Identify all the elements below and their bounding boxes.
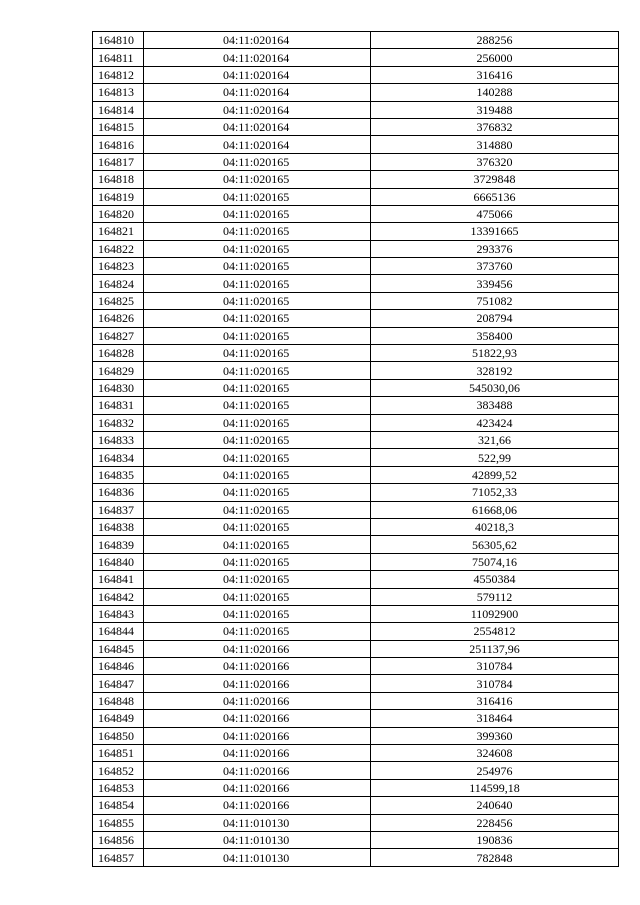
table-row [93,397,619,414]
cadastral-code-cell: 04:11:020165 [144,379,371,396]
cadastral-code-cell: 04:11:020165 [144,397,371,414]
row-id-cell: 164810 [93,32,144,49]
row-id-cell: 164849 [93,710,144,727]
value-cell: 751082 [371,292,619,309]
table-row [93,571,619,588]
row-id-cell: 164847 [93,675,144,692]
cadastral-code-cell: 04:11:020165 [144,258,371,275]
row-id-cell: 164818 [93,171,144,188]
row-id-cell: 164829 [93,362,144,379]
row-id-cell: 164821 [93,223,144,240]
value-cell: 208794 [371,310,619,327]
value-cell: 3729848 [371,171,619,188]
table-row [93,692,619,709]
cadastral-code-cell: 04:11:020165 [144,588,371,605]
value-cell: 4550384 [371,571,619,588]
table-row [93,66,619,83]
value-cell: 376832 [371,118,619,135]
value-cell: 75074,16 [371,553,619,570]
cadastral-code-cell: 04:11:020165 [144,292,371,309]
row-id-cell: 164836 [93,484,144,501]
table-row [93,623,619,640]
table-row [93,101,619,118]
table-row [93,484,619,501]
value-cell: 522,99 [371,449,619,466]
row-id-cell: 164843 [93,605,144,622]
cadastral-code-cell: 04:11:020166 [144,745,371,762]
table-row [93,379,619,396]
table-row [93,762,619,779]
cadastral-code-cell: 04:11:020164 [144,118,371,135]
cadastral-code-cell: 04:11:020164 [144,84,371,101]
cadastral-code-cell: 04:11:020166 [144,727,371,744]
row-id-cell: 164817 [93,153,144,170]
cadastral-code-cell: 04:11:010130 [144,831,371,848]
table-row [93,205,619,222]
row-id-cell: 164845 [93,640,144,657]
table-row [93,118,619,135]
cadastral-code-cell: 04:11:020166 [144,762,371,779]
table-row [93,292,619,309]
row-id-cell: 164834 [93,449,144,466]
row-id-cell: 164837 [93,501,144,518]
cadastral-code-cell: 04:11:020165 [144,153,371,170]
value-cell: 316416 [371,66,619,83]
value-cell: 310784 [371,675,619,692]
row-id-cell: 164815 [93,118,144,135]
value-cell: 782848 [371,849,619,866]
table-row [93,310,619,327]
table-row [93,536,619,553]
value-cell: 254976 [371,762,619,779]
value-cell: 2554812 [371,623,619,640]
row-id-cell: 164816 [93,136,144,153]
value-cell: 11092900 [371,605,619,622]
table-row [93,153,619,170]
table-row [93,518,619,535]
cadastral-code-cell: 04:11:020165 [144,431,371,448]
row-id-cell: 164814 [93,101,144,118]
value-cell: 251137,96 [371,640,619,657]
table-row [93,345,619,362]
value-cell: 310784 [371,658,619,675]
row-id-cell: 164832 [93,414,144,431]
row-id-cell: 164848 [93,692,144,709]
value-cell: 240640 [371,797,619,814]
value-cell: 383488 [371,397,619,414]
value-cell: 288256 [371,32,619,49]
table-row [93,797,619,814]
value-cell: 314880 [371,136,619,153]
value-cell: 56305,62 [371,536,619,553]
cadastral-code-cell: 04:11:020164 [144,66,371,83]
value-cell: 423424 [371,414,619,431]
cadastral-code-cell: 04:11:020165 [144,345,371,362]
value-cell: 376320 [371,153,619,170]
row-id-cell: 164851 [93,745,144,762]
cadastral-code-cell: 04:11:020166 [144,692,371,709]
value-cell: 324608 [371,745,619,762]
cadastral-code-cell: 04:11:020165 [144,327,371,344]
value-cell: 328192 [371,362,619,379]
cadastral-code-cell: 04:11:020165 [144,240,371,257]
value-cell: 228456 [371,814,619,831]
table-row [93,605,619,622]
row-id-cell: 164824 [93,275,144,292]
table-row [93,675,619,692]
row-id-cell: 164842 [93,588,144,605]
value-cell: 319488 [371,101,619,118]
cadastral-code-cell: 04:11:020166 [144,675,371,692]
value-cell: 42899,52 [371,466,619,483]
cadastral-code-cell: 04:11:020164 [144,101,371,118]
cadastral-code-cell: 04:11:010130 [144,849,371,866]
cadastral-code-cell: 04:11:020166 [144,658,371,675]
table-row [93,553,619,570]
cadastral-code-cell: 04:11:020165 [144,536,371,553]
value-cell: 321,66 [371,431,619,448]
value-cell: 256000 [371,49,619,66]
table-row [93,258,619,275]
table-row [93,640,619,657]
row-id-cell: 164850 [93,727,144,744]
row-id-cell: 164812 [93,66,144,83]
row-id-cell: 164828 [93,345,144,362]
value-cell: 190836 [371,831,619,848]
cadastral-code-cell: 04:11:020165 [144,310,371,327]
table-row [93,275,619,292]
cadastral-code-cell: 04:11:020165 [144,414,371,431]
value-cell: 293376 [371,240,619,257]
row-id-cell: 164840 [93,553,144,570]
row-id-cell: 164844 [93,623,144,640]
row-id-cell: 164825 [93,292,144,309]
row-id-cell: 164830 [93,379,144,396]
table-row [93,414,619,431]
table-row [93,84,619,101]
table-row [93,49,619,66]
row-id-cell: 164841 [93,571,144,588]
cadastral-code-cell: 04:11:020165 [144,605,371,622]
row-id-cell: 164853 [93,779,144,796]
row-id-cell: 164831 [93,397,144,414]
cadastral-code-cell: 04:11:020166 [144,779,371,796]
row-id-cell: 164835 [93,466,144,483]
value-cell: 399360 [371,727,619,744]
table-row [93,779,619,796]
table-row [93,588,619,605]
cadastral-code-cell: 04:11:020165 [144,501,371,518]
table-row [93,171,619,188]
table-row [93,431,619,448]
table-row [93,658,619,675]
data-table [92,31,619,867]
table-row [93,745,619,762]
cadastral-code-cell: 04:11:020165 [144,623,371,640]
row-id-cell: 164822 [93,240,144,257]
row-id-cell: 164846 [93,658,144,675]
cadastral-code-cell: 04:11:020164 [144,49,371,66]
cadastral-code-cell: 04:11:020165 [144,466,371,483]
cadastral-code-cell: 04:11:020165 [144,275,371,292]
table-row [93,223,619,240]
cadastral-code-cell: 04:11:020166 [144,797,371,814]
table-row [93,188,619,205]
row-id-cell: 164823 [93,258,144,275]
row-id-cell: 164811 [93,49,144,66]
table-row [93,831,619,848]
table-row [93,362,619,379]
value-cell: 114599,18 [371,779,619,796]
table-row [93,501,619,518]
cadastral-code-cell: 04:11:020164 [144,32,371,49]
cadastral-code-cell: 04:11:020164 [144,136,371,153]
cadastral-code-cell: 04:11:020165 [144,171,371,188]
value-cell: 71052,33 [371,484,619,501]
value-cell: 475066 [371,205,619,222]
row-id-cell: 164856 [93,831,144,848]
table-row [93,727,619,744]
cadastral-code-cell: 04:11:020166 [144,710,371,727]
cadastral-code-cell: 04:11:020165 [144,188,371,205]
value-cell: 40218,3 [371,518,619,535]
cadastral-code-cell: 04:11:020165 [144,205,371,222]
value-cell: 61668,06 [371,501,619,518]
cadastral-code-cell: 04:11:020165 [144,571,371,588]
row-id-cell: 164857 [93,849,144,866]
value-cell: 140288 [371,84,619,101]
table-row [93,32,619,49]
value-cell: 51822,93 [371,345,619,362]
cadastral-code-cell: 04:11:020165 [144,553,371,570]
row-id-cell: 164852 [93,762,144,779]
value-cell: 13391665 [371,223,619,240]
value-cell: 545030,06 [371,379,619,396]
table-row [93,136,619,153]
value-cell: 318464 [371,710,619,727]
row-id-cell: 164833 [93,431,144,448]
value-cell: 339456 [371,275,619,292]
cadastral-code-cell: 04:11:020166 [144,640,371,657]
cadastral-code-cell: 04:11:020165 [144,362,371,379]
table-row [93,449,619,466]
row-id-cell: 164838 [93,518,144,535]
table-body [93,32,619,867]
value-cell: 373760 [371,258,619,275]
row-id-cell: 164827 [93,327,144,344]
row-id-cell: 164813 [93,84,144,101]
row-id-cell: 164819 [93,188,144,205]
row-id-cell: 164820 [93,205,144,222]
cadastral-code-cell: 04:11:020165 [144,449,371,466]
cadastral-code-cell: 04:11:020165 [144,484,371,501]
table-row [93,849,619,866]
value-cell: 579112 [371,588,619,605]
table-row [93,814,619,831]
value-cell: 6665136 [371,188,619,205]
row-id-cell: 164826 [93,310,144,327]
cadastral-code-cell: 04:11:020165 [144,518,371,535]
value-cell: 316416 [371,692,619,709]
cadastral-code-cell: 04:11:010130 [144,814,371,831]
row-id-cell: 164854 [93,797,144,814]
table-row [93,710,619,727]
table-row [93,240,619,257]
table-row [93,327,619,344]
cadastral-code-cell: 04:11:020165 [144,223,371,240]
table-row [93,466,619,483]
row-id-cell: 164855 [93,814,144,831]
row-id-cell: 164839 [93,536,144,553]
value-cell: 358400 [371,327,619,344]
